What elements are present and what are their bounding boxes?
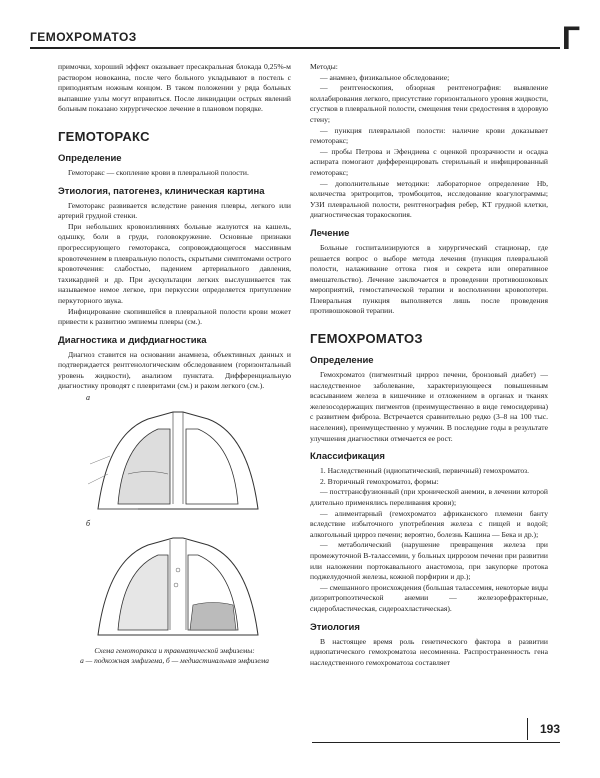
method-item: — рентгеноскопия, обзорная рентгенография: выявление коллабирования легкого, присутствие горизонтального уровня жидкости, сгустков в плевральной полости, смещения тени средостения в здоровую стену; — [310, 83, 548, 124]
method-item: — анамнез, физикальное обследование; — [320, 72, 450, 82]
figure-a-illustration — [78, 404, 278, 514]
running-header-title: ГЕМОХРОМАТОЗ — [30, 30, 137, 44]
figure-caption — [58, 646, 291, 666]
classification-item: — алиментарный (гемохроматоз африканского племени банту вследствие избыточного употребления железа с пищей и водой; алкогольный цирроз печени; вероятно, болезнь Кашина — Бека и др.); — [310, 508, 548, 539]
section-title-hemochromatosis: ГЕМОХРОМАТОЗ — [310, 331, 423, 347]
footer-rule — [312, 742, 560, 743]
method-item: — дополнительные методики: лабораторное определение Hb, количества эритроцитов, тромбоцитов, исследование коагулограммы; УЗИ плевральной полости, рентгенография ребер, КТ грудной клетки, диагностическая торакоскопия. — [310, 178, 548, 220]
heading-classification: Классификация — [310, 451, 385, 463]
classification-item: — метаболический (нарушение превращения железа при промежуточной В-талассемии, у больных циррозом печени при развитии или наложении портокавального анастомоза, при закупорке протока поджелудочной железы, кожной порфирии и др.); — [310, 540, 548, 582]
etiology-paragraph: Гемоторакс развивается вследствие ранения плевры, легкого или артерий грудной стенки. — [58, 200, 291, 221]
caption-line-2: а — подкожная эмфизема, б — медиастинальная эмфизема — [80, 656, 269, 666]
methods-intro: Методы: — [310, 62, 338, 71]
classification-item: — посттрансфузионный (при хронической анемии, в лечении которой длительно применялись переливания крови); — [310, 487, 548, 507]
method-item: — пробы Петрова и Эфендиева с оценкой прозрачности и осадка аспирата помогают дифференцировать стерильный и инфицированный гемоторакс; — [310, 146, 548, 177]
etiology-paragraph: При небольших кровоизлияниях больные жалуются на кашель, одышку, боли в груди, головокружение. Основные признаки прогрессирующего гемоторакса, сопровождающегося массивным кровотечением в плевральную полость, скрытыми симптомами острого кровотечения: слабостью, падением артериального давления, тахикардией и др. При аускультации легких выслушивается так называемое немое легкое, при перкуссии определяется притупление перкуторного звука. — [58, 221, 291, 305]
diagnostics-text: Диагноз ставится на основании анамнеза, объективных данных и подтверждается рентгенологическим обследованием (горизонтальный уровень жидкости), анализом пунктата. Дифференциальную диагностику проводят с плевритами (см.) и раком легкого (см.). — [58, 349, 291, 391]
right-column — [310, 62, 548, 668]
heading-etiology: Этиология, патогенез, клиническая картина — [58, 185, 265, 197]
section-letter: Г — [561, 20, 580, 56]
intro-paragraph: примочки, хороший эффект оказывает пресакральная блокада 0,25%-м раствором новокаина, после чего больного укладывают в постель с приподнятым ножным концом. В таком положении у ряда больных выпавшие узлы могут вправиться. После ликвидации острых явлений больным показано хирургическое лечение в плановом порядке. — [58, 62, 291, 114]
figure-b-illustration — [78, 530, 278, 640]
definition-text-2: Гемохроматоз (пигментный цирроз печени, бронзовый диабет) — наследственное заболевание, характеризующееся повышенным всасыванием железа в кишечнике и отложением в органах и тканях железосодержащих пигментов (преимущественно в виде гемосидерина) с развитием фиброза. Встречается сравнительно редко (3–8 на 100 тыс. населения), преимущественно у мужчин. В последние годы в результате улучшения диагностики отмечается ее рост. — [310, 370, 548, 443]
method-item: — пункция плевральной полости: наличие крови доказывает гемоторакс; — [310, 125, 548, 146]
classification-item: — смешанного происхождения (большая талассемия, некоторые виды дизэритропоэтической анемии — железорефрактерные, сидеробластическая, сидероахластическая). — [310, 582, 548, 613]
section-title-hemothorax: ГЕМОТОРАКС — [58, 128, 150, 144]
heading-definition: Определение — [58, 152, 122, 164]
header-rule — [30, 47, 560, 49]
heading-definition-2: Определение — [310, 355, 374, 367]
heading-etiology-2: Этиология — [310, 621, 360, 633]
etiology-paragraph: Инфицирование скопившейся в плевральной полости крови может привести к развитию эмпиемы плевры (см.). — [58, 306, 291, 327]
figure-label-b: б — [86, 519, 91, 529]
etiology-text-2: В настоящее время роль генетического фактора в развитии идиопатического гемохроматоза несомненна. Распространенность гена наследственного гемохроматоза составляет — [310, 636, 548, 667]
heading-diagnostics: Диагностика и дифдиагностика — [58, 334, 207, 346]
left-column — [58, 62, 291, 666]
caption-line-1: Схема гемоторакса и травматической эмфиземы: — [94, 646, 255, 656]
page-number: 193 — [527, 718, 560, 740]
heading-treatment: Лечение — [310, 227, 350, 239]
treatment-text: Больные госпитализируются в хирургический стационар, где решается вопрос о выборе метода лечения (пункция плевральной полости, налаживание оттока гноя и секрета или оперативное вмешательство). Лечение заключается в проведении противошоковых мероприятий, гемостатической терапии и восполнении кровопотери. Плевральная пункция выполняется лишь после проведения противошоковой терапии. — [310, 242, 548, 316]
classification-item: 1. Наследственный (идиопатический, первичный) гемохроматоз. — [320, 466, 530, 476]
figure-label-a: а — [86, 393, 90, 403]
definition-text: Гемоторакс — скопление крови в плевральной полости. — [68, 167, 249, 177]
classification-item: 2. Вторичный гемохроматоз, формы: — [320, 476, 439, 486]
